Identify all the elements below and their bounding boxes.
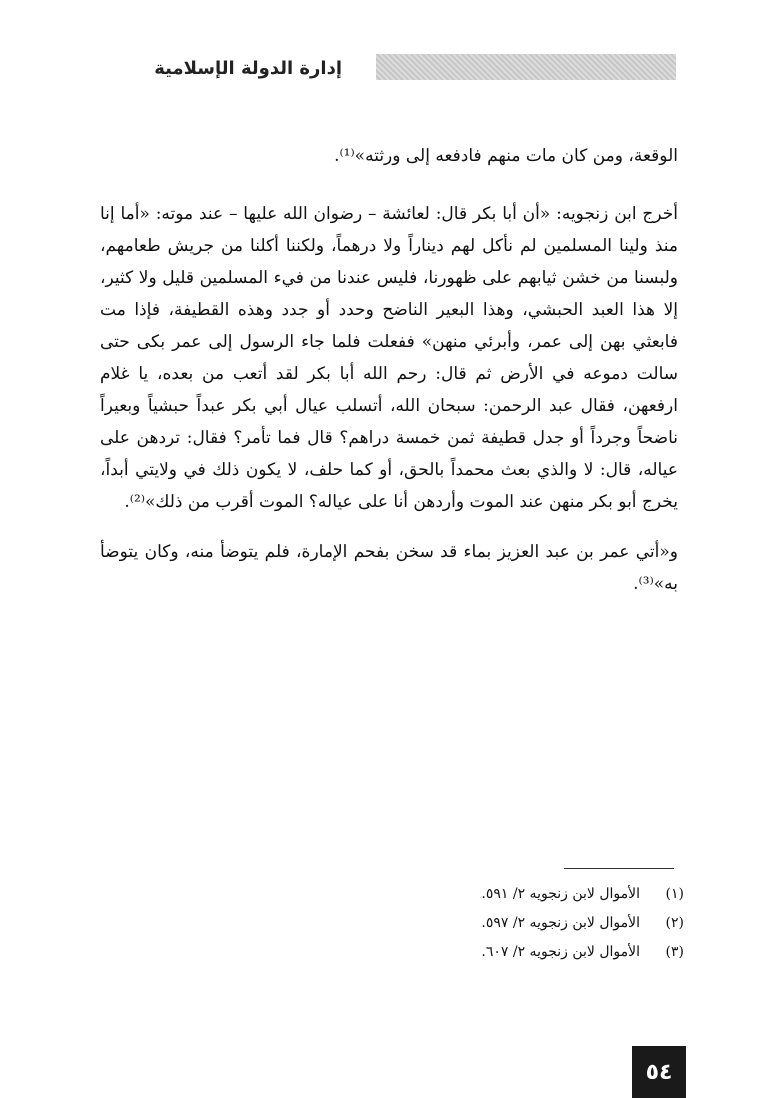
paragraph-1: الوقعة، ومن كان مات منهم فادفعه إلى ورثته»⁽¹⁾. <box>334 146 678 166</box>
footnote-text: الأموال لابن زنجويه ٢/ ٥٩١. <box>481 886 640 902</box>
footnote-number: (٢) <box>665 915 684 931</box>
footnote-text: الأموال لابن زنجويه ٢/ ٦٠٧. <box>481 944 640 960</box>
footnote-text: الأموال لابن زنجويه ٢/ ٥٩٧. <box>481 915 640 931</box>
paragraph-3: و«أتي عمر بن عبد العزيز بماء قد سخن بفحم الإمارة، فلم يتوضأ منه، وكان يتوضأ به»⁽³⁾. <box>100 542 678 594</box>
footnote-item <box>300 909 684 938</box>
footnote-number: (١) <box>665 886 684 902</box>
footnote-divider <box>564 868 674 869</box>
footnotes <box>300 880 684 967</box>
footnote-item <box>300 880 684 909</box>
paragraph-2: أخرج ابن زنجويه: «أن أبا بكر قال: لعائشة – رضوان الله عليها – عند موته: «أما إنا منذ ولينا المسلمين لم نأكل لهم ديناراً ولا درهماً، ولكننا أكلنا من جريش طعامهم، ولبسنا من خشن ثيابهم على ظهورنا، فليس عندنا من فيء المسلمين قليل ولا كثير، إلا هذا العبد الحبشي، وهذا البعير الناضح وحدد أو جدد وهذه القطيفة، فإذا مت فابعثي بهن إلى عمر، وأبرئي منهن» ففعلت فلما جاء الرسول إلى عمر بكى حتى سالت دموعه في الأرض ثم قال: رحم الله أبا بكر لقد أتعب من بعده، يا غلام ارفعهن، فقال عبد الرحمن: سبحان الله، أتسلب عيال أبي بكر عبداً حبشياً وبعيراً ناضحاً وجرداً أو جدل قطيفة ثمن خمسة دراهم؟ قال فما تأمر؟ فقال: تردهن على عياله، قال: لا والذي بعث محمداً بالحق، أو كما حلف، لا يكون ذلك في ولايتي أبداً، يخرج أبو بكر منهن عند الموت وأردهن أنا على عياله؟ الموت أقرب من ذلك»⁽²⁾. <box>100 204 679 512</box>
footnote-number: (٣) <box>665 944 684 960</box>
header-decoration <box>376 54 676 80</box>
running-header: إدارة الدولة الإسلامية <box>154 58 342 79</box>
page-number: ٥٤ <box>632 1046 686 1098</box>
footnote-item <box>300 938 684 967</box>
main-text <box>100 140 678 618</box>
